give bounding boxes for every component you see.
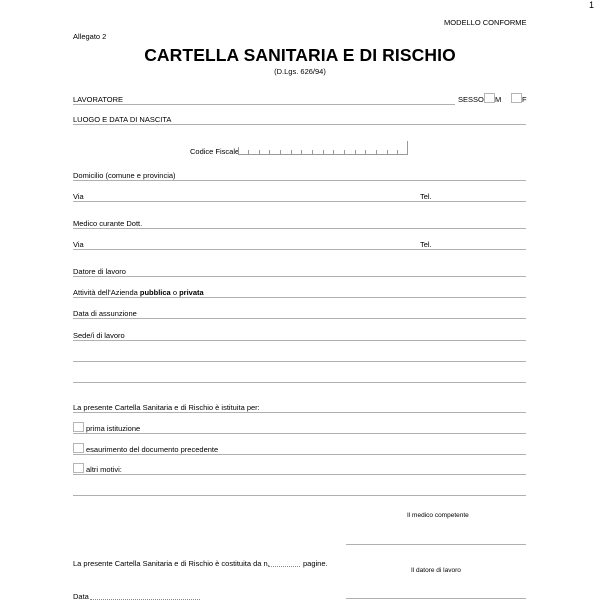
lavoratore-label: LAVORATORE (73, 95, 124, 104)
domicilio-line[interactable] (73, 180, 526, 181)
medico-competente-signature-line[interactable] (346, 544, 526, 545)
sesso-f-checkbox[interactable] (511, 93, 522, 103)
data-label: Data (73, 592, 89, 601)
data-assunzione-label: Data di assunzione (73, 309, 137, 318)
via-1-line[interactable] (73, 201, 526, 202)
page-number: 1 (589, 0, 595, 10)
medico-label: Medico curante Dott. (73, 219, 143, 228)
document-subtitle: (D.Lgs. 626/94) (274, 67, 326, 76)
altri-motivi-line-2[interactable] (73, 495, 526, 496)
sesso-f-label: F (522, 95, 527, 104)
lavoratore-line[interactable] (73, 104, 455, 105)
allegato-label: Allegato 2 (73, 32, 107, 41)
luogo-data-line[interactable] (73, 124, 526, 125)
sedi-line-3[interactable] (73, 382, 526, 383)
modello-conforme: MODELLO CONFORME (444, 18, 527, 27)
codice-fiscale-label: Codice Fiscale (190, 147, 240, 156)
tel-2-label: Tel. (420, 240, 432, 249)
sesso-label: SESSO (458, 95, 484, 104)
sedi-line-2[interactable] (73, 361, 526, 362)
altri-motivi-checkbox[interactable] (73, 463, 84, 473)
istituita-label: La presente Cartella Sanitaria e di Rischio è istituita per: (73, 403, 260, 412)
medico-line[interactable] (73, 228, 526, 229)
sesso-m-checkbox[interactable] (484, 93, 495, 103)
attivita-privata: privata (179, 288, 204, 297)
via-1-label: Via (73, 192, 84, 201)
prima-istituzione-label: prima istituzione (86, 424, 141, 433)
tel-1-label: Tel. (420, 192, 432, 201)
document-title: CARTELLA SANITARIA E DI RISCHIO (144, 45, 456, 65)
prima-istituzione-line (73, 433, 526, 434)
datore-di-lavoro-signature-line[interactable] (346, 598, 526, 599)
istituita-line[interactable] (73, 412, 526, 413)
attivita-line[interactable] (73, 297, 526, 298)
sedi-label: Sede/i di lavoro (73, 331, 125, 340)
esaurimento-checkbox[interactable] (73, 443, 84, 453)
datore-label: Datore di lavoro (73, 267, 126, 276)
medico-competente-label: Il medico competente (407, 512, 469, 519)
datore-di-lavoro-label: Il datore di lavoro (411, 567, 461, 574)
altri-motivi-label: altri motivi: (86, 465, 122, 474)
sesso-m-label: M (495, 95, 502, 104)
codice-fiscale-boxes[interactable] (238, 147, 408, 155)
datore-line[interactable] (73, 276, 526, 277)
domicilio-label: Domicilio (comune e provincia) (73, 171, 176, 180)
esaurimento-line (73, 454, 526, 455)
luogo-data-label: LUOGO E DATA DI NASCITA (73, 115, 172, 124)
attivita-pubblica: pubblica (139, 288, 171, 297)
costituita-suffix: pagine. (303, 559, 328, 568)
prima-istituzione-checkbox[interactable] (73, 422, 84, 432)
sedi-line-1[interactable] (73, 340, 526, 341)
esaurimento-label: esaurimento del documento precedente (86, 445, 219, 454)
numero-pagine-field[interactable] (268, 566, 300, 567)
costituita-prefix: La presente Cartella Sanitaria e di Rischio è costituita da n. (73, 559, 270, 568)
altri-motivi-line-1[interactable] (73, 474, 526, 475)
via-2-label: Via (73, 240, 84, 249)
via-2-line[interactable] (73, 249, 526, 250)
attivita-label: Attività dell'Azienda pubblica o privata (73, 288, 204, 297)
data-assunzione-line[interactable] (73, 318, 526, 319)
